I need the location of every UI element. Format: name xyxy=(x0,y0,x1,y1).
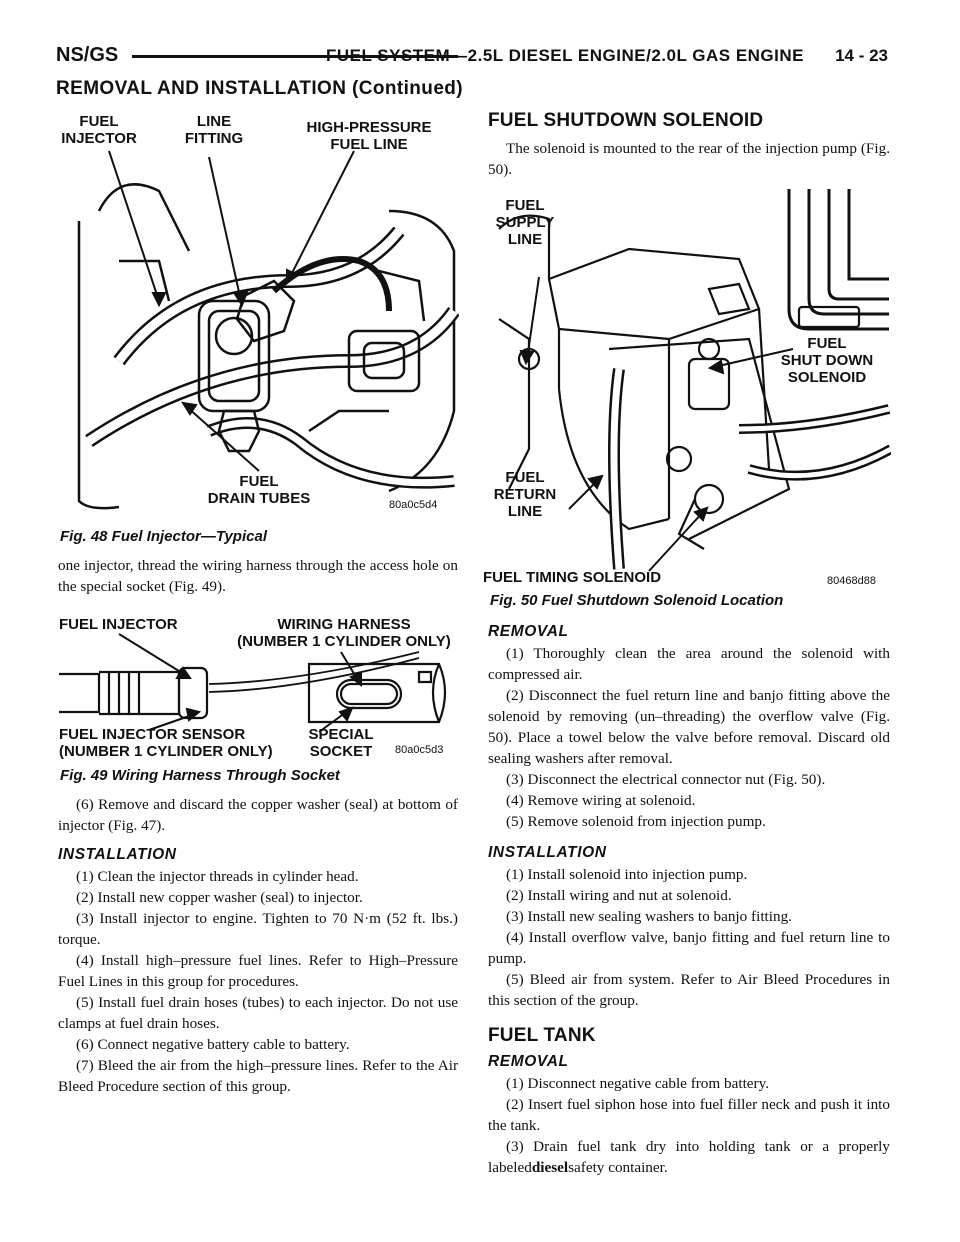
tank-removal-heading: REMOVAL xyxy=(488,1053,569,1070)
install-right-step-3: (3) Install new sealing washers to banjo fitting. xyxy=(506,908,792,925)
removal-step-4: (4) Remove wiring at solenoid. xyxy=(506,792,696,809)
tank-step-3-end: safety container. xyxy=(568,1159,668,1176)
figure-49 xyxy=(58,611,458,765)
installation-heading-right: INSTALLATION xyxy=(488,844,607,861)
install-step-7: (7) Bleed the air from the high–pressure lines. Refer to the Air Bleed Procedure section of this group. xyxy=(58,1057,458,1095)
label-wiring-harness: WIRING HARNESS (NUMBER 1 CYLINDER ONLY) xyxy=(237,616,451,650)
label-fuel-timing-solenoid: FUEL TIMING SOLENOID xyxy=(483,569,662,586)
fuel-injector-illustration xyxy=(59,111,459,525)
shutdown-solenoid-heading: FUEL SHUTDOWN SOLENOID xyxy=(488,110,764,131)
label-fuel-injector-49: FUEL INJECTOR xyxy=(59,616,178,633)
label-high-pressure-fuel-line: HIGH-PRESSURE FUEL LINE xyxy=(306,119,432,153)
figure-code: 80a0c5d3 xyxy=(395,744,444,756)
tank-step-3-text: (3) Drain fuel tank dry into holding tank or a properly labeled xyxy=(488,1138,890,1176)
page-header xyxy=(56,44,888,70)
label-fuel-return-line: FUEL RETURN LINE xyxy=(493,469,557,520)
tank-step-2: (2) Insert fuel siphon hose into fuel filler neck and push it into the tank. xyxy=(488,1096,890,1134)
install-right-step-2: (2) Install wiring and nut at solenoid. xyxy=(506,887,732,904)
label-special-socket: SPECIAL SOCKET xyxy=(308,726,374,760)
figure-48 xyxy=(58,110,458,526)
label-fuel-injector-sensor: FUEL INJECTOR SENSOR (NUMBER 1 CYLINDER ONLY) xyxy=(59,726,273,760)
tank-step-3 xyxy=(488,1136,890,1178)
removal-heading-right: REMOVAL xyxy=(488,623,569,640)
page-number: 14 - 23 xyxy=(835,46,888,65)
figure-50-caption: Fig. 50 Fuel Shutdown Solenoid Location xyxy=(490,592,784,609)
label-fuel-supply-line: FUEL SUPPLY LINE xyxy=(495,197,555,248)
figure-48-caption: Fig. 48 Fuel Injector—Typical xyxy=(60,528,267,545)
fuel-tank-heading: FUEL TANK xyxy=(488,1025,596,1046)
install-step-1: (1) Clean the injector threads in cylinder head. xyxy=(76,868,359,885)
right-column xyxy=(483,110,890,1178)
model-code: NS/GS xyxy=(56,44,119,66)
install-step-6: (6) Connect negative battery cable to battery. xyxy=(76,1036,350,1053)
diesel-emphasis: diesel xyxy=(531,1159,569,1176)
figure-50 xyxy=(483,188,890,590)
removal-step-1: (1) Thoroughly clean the area around the solenoid with compressed air. xyxy=(488,645,890,683)
install-right-step-1: (1) Install solenoid into injection pump. xyxy=(506,866,748,883)
removal-step-3: (3) Disconnect the electrical connector nut (Fig. 50). xyxy=(506,771,826,788)
tank-step-1: (1) Disconnect negative cable from battery. xyxy=(506,1075,769,1092)
label-line-fitting: LINE FITTING xyxy=(184,113,244,147)
install-right-step-5: (5) Bleed air from system. Refer to Air Bleed Procedures in this section of the group. xyxy=(488,971,890,1009)
install-step-4: (4) Install high–pressure fuel lines. Refer to High–Pressure Fuel Lines in this group for procedures. xyxy=(58,952,458,990)
figure-code: 80468d88 xyxy=(827,575,876,587)
label-fuel-shut-down-solenoid: FUEL SHUT DOWN SOLENOID xyxy=(780,335,874,386)
figure-49-caption: Fig. 49 Wiring Harness Through Socket xyxy=(60,767,340,784)
install-right-step-4: (4) Install overflow valve, banjo fitting and fuel return line to pump. xyxy=(488,929,890,967)
left-column xyxy=(58,110,458,1097)
injection-pump-illustration xyxy=(489,189,891,589)
install-step-2: (2) Install new copper washer (seal) to injector. xyxy=(76,889,363,906)
shutdown-intro: The solenoid is mounted to the rear of the injection pump (Fig. 50). xyxy=(488,140,890,178)
removal-step-2: (2) Disconnect the fuel return line and banjo fitting above the solenoid by removing (un–threading) the overflow valve (Fig. 50). Place a towel below the valve before removal. Discard old sealing washers after removal. xyxy=(488,687,890,767)
continued-heading: REMOVAL AND INSTALLATION (Continued) xyxy=(56,78,464,99)
paragraph-harness-thread: one injector, thread the wiring harness through the access hole on the special socket (Fig. 49). xyxy=(58,557,458,595)
label-fuel-drain-tubes: FUEL DRAIN TUBES xyxy=(207,473,311,507)
install-step-3: (3) Install injector to engine. Tighten to 70 N·m (52 ft. lbs.) torque. xyxy=(58,910,458,948)
section-title: FUEL SYSTEM—2.5L DIESEL ENGINE/2.0L GAS ENGINE xyxy=(325,46,804,65)
install-step-5: (5) Install fuel drain hoses (tubes) to each injector. Do not use clamps at fuel drain hoses. xyxy=(58,994,458,1032)
removal-step-5: (5) Remove solenoid from injection pump. xyxy=(506,813,766,830)
step-remove-copper-washer: (6) Remove and discard the copper washer (seal) at bottom of injector (Fig. 47). xyxy=(58,796,458,834)
installation-heading-left: INSTALLATION xyxy=(58,846,177,863)
label-fuel-injector: FUEL INJECTOR xyxy=(61,113,137,147)
figure-code: 80a0c5d4 xyxy=(389,499,438,511)
